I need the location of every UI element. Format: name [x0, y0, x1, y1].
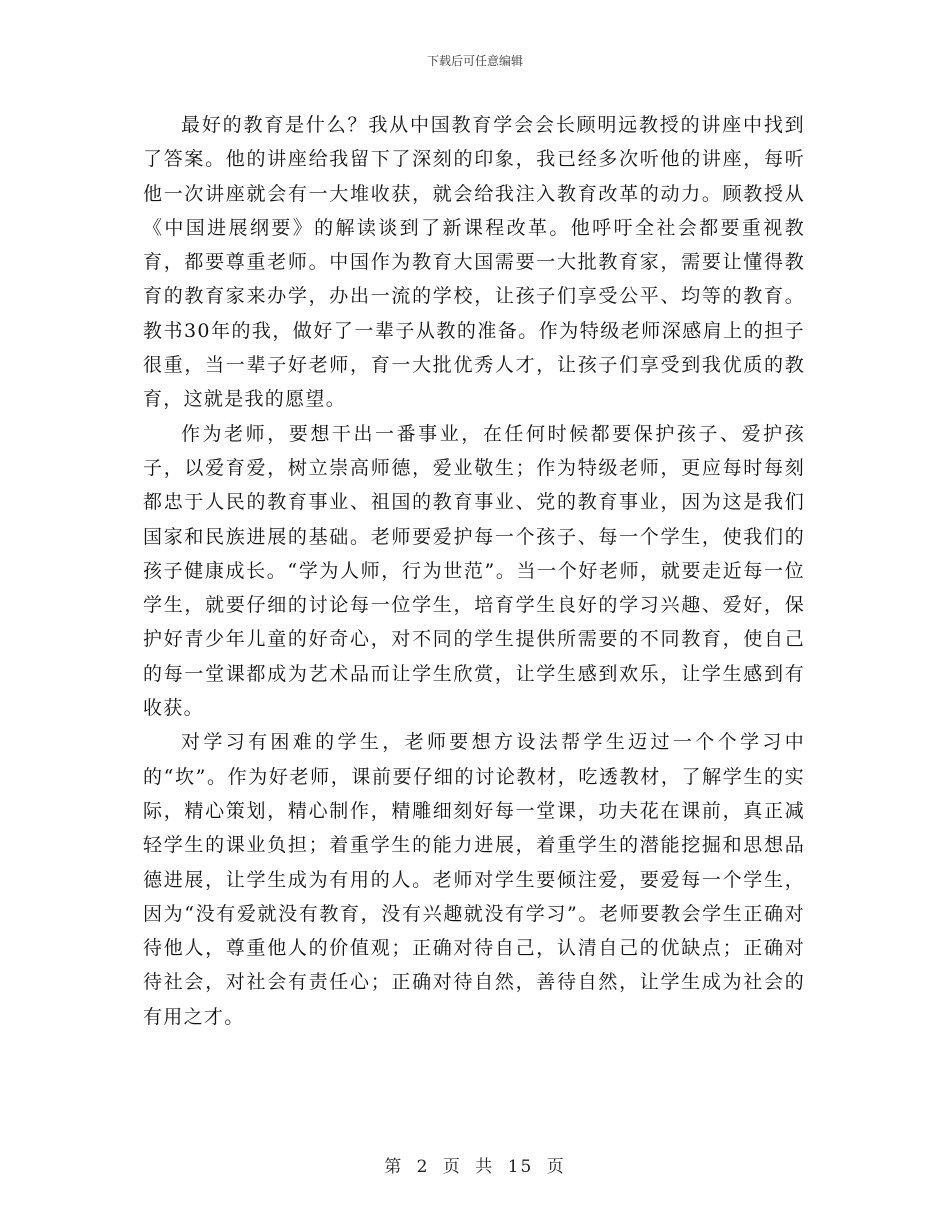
- document-body: [143, 108, 805, 1034]
- page-header: 下载后可任意编辑: [426, 54, 523, 68]
- paragraph-2: 作为老师，要想干出一番事业，在任何时候都要保护孩子、爱护孩子，以爱育爱，树立崇高师德，爱业敬生；作为特级老师，更应每时每刻都忠于人民的教育事业、祖国的教育事业、党的教育事业，因为这是我们国家和民族进展的基础。老师要爱护每一个孩子、每一个学生，使我们的孩子健康成长。“学为人师，行为世范”。当一个好老师，就要走近每一位学生，就要仔细的讨论每一位学生，培育学生良好的学习兴趣、爱好，保护好青少年儿童的好奇心，对不同的学生提供所需要的不同教育，使自己的每一堂课都成为艺术品而让学生欣赏，让学生感到欢乐，让学生感到有收获。: [143, 422, 805, 720]
- paragraph-1: 最好的教育是什么？我从中国教育学会会长顾明远教授的讲座中找到了答案。他的讲座给我留下了深刻的印象，我已经多次听他的讲座，每听他一次讲座就会有一大堆收获，就会给我注入教育改革的动力。顾教授从《中国进展纲要》的解读谈到了新课程改革。他呼吁全社会都要重视教育，都要尊重老师。中国作为教育大国需要一大批教育家，需要让懂得教育的教育家来办学，办出一流的学校，让孩子们享受公平、均等的教育。教书30年的我，做好了一辈子从教的准备。作为特级老师深感肩上的担子很重，当一辈子好老师，育一大批优秀人才，让孩子们享受到我优质的教育，这就是我的愿望。: [143, 114, 805, 411]
- page-number-footer: 第 2 页 共 15 页: [384, 1157, 566, 1177]
- paragraph-3: 对学习有困难的学生，老师要想方设法帮学生迈过一个个学习中的“坎”。作为好老师，课前要仔细的讨论教材，吃透教材，了解学生的实际，精心策划，精心制作，精雕细刻好每一堂课，功夫花在课前，真正减轻学生的课业负担；着重学生的能力进展，着重学生的潜能挖掘和思想品德进展，让学生成为有用的人。老师对学生要倾注爱，要爱每一个学生，因为“没有爱就没有教育，没有兴趣就没有学习”。老师要教会学生正确对待他人，尊重他人的价值观；正确对待自己，认清自己的优缺点；正确对待社会，对社会有责任心；正确对待自然，善待自然，让学生成为社会的有用之才。: [143, 731, 805, 1028]
